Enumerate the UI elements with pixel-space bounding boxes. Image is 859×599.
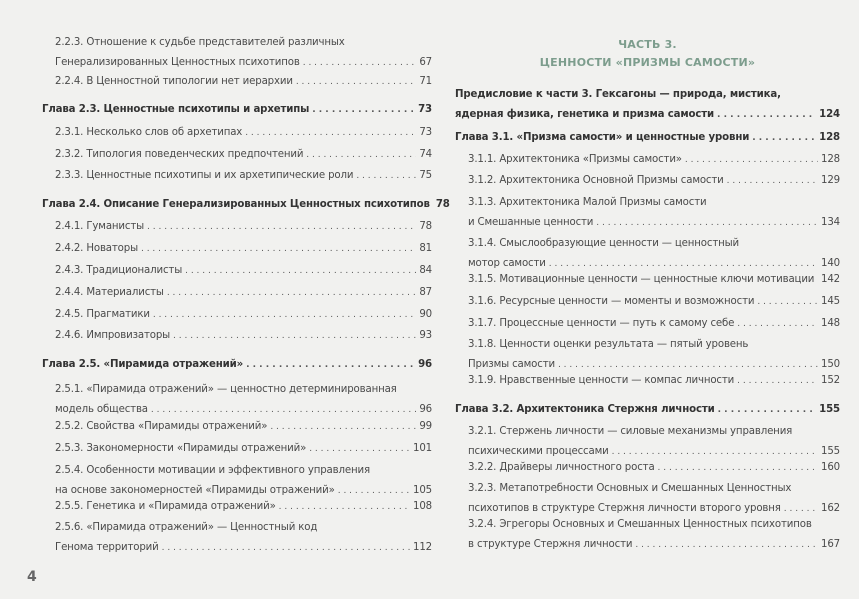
toc-page-number: 74 — [419, 149, 432, 160]
toc-chapter-2-5[interactable] — [42, 355, 432, 375]
page-number-folio: 4 — [27, 569, 37, 585]
toc-page-number: 155 — [819, 404, 840, 415]
toc-page-number: 124 — [819, 109, 840, 120]
toc-page-number: 112 — [413, 542, 432, 553]
toc-entry-title-line1: 2.5.6. «Пирамида отражений» — Ценностный код — [55, 522, 318, 533]
toc-entry-title-line1: 3.2.4. Эгрегоры Основных и Смешанных Ценностных психотипов — [468, 519, 812, 530]
toc-chapter-2-4[interactable] — [42, 195, 450, 215]
toc-page-number: 150 — [821, 359, 840, 370]
toc-entry-3-1-1[interactable] — [468, 150, 840, 170]
toc-entry-title-line2: на основе закономерностей «Пирамиды отражений» — [55, 485, 335, 496]
toc-entry-title: 3.1.9. Нравственные ценности — компас личности — [468, 375, 735, 386]
toc-entry-title-line1: 3.1.3. Архитектоника Малой Призмы самости — [468, 197, 707, 208]
dot-leader — [173, 326, 416, 346]
toc-entry-title: 2.5.5. Генетика и «Пирамида отражений» — [55, 501, 276, 512]
toc-page-number: 78 — [435, 199, 450, 210]
dot-leader — [727, 171, 818, 191]
toc-entry-title-line2: мотор самости — [468, 258, 546, 269]
toc-page-number: 84 — [419, 265, 432, 276]
dot-leader — [737, 371, 818, 391]
toc-entry-title-line2: ядерная физика, генетика и призма самости — [455, 109, 715, 120]
toc-entry-title: 2.4.6. Импровизаторы — [55, 330, 171, 341]
toc-entry-title: 2.3.2. Типология поведенческих предпочтений — [55, 149, 304, 160]
dot-leader — [296, 72, 417, 92]
toc-entry-2-4-5[interactable] — [55, 305, 432, 325]
dot-leader — [717, 105, 816, 125]
toc-entry-3-1-2[interactable] — [468, 171, 840, 191]
toc-entry-title: 3.1.1. Архитектоника «Призмы самости» — [468, 154, 682, 165]
toc-entry-2-4-2[interactable] — [55, 239, 432, 259]
toc-entry-3-2-3[interactable] — [468, 479, 840, 519]
toc-entry-title-line1: 3.2.1. Стержень личности — силовые механизмы управления — [468, 426, 793, 437]
dot-leader — [356, 166, 416, 186]
toc-entry-3-1-5[interactable] — [468, 270, 840, 290]
toc-page-number: 101 — [413, 443, 432, 454]
toc-chapter-3-2[interactable] — [455, 400, 840, 420]
toc-page-number: 160 — [821, 462, 840, 473]
toc-entry-title: 2.4.4. Материалисты — [55, 287, 164, 298]
toc-page-number: 145 — [821, 296, 840, 307]
toc-entry-title: Глава 2.5. «Пирамида отражений» — [42, 359, 244, 370]
dot-leader — [737, 314, 818, 334]
dot-leader — [153, 305, 416, 325]
toc-entry-title: Глава 3.2. Архитектоника Стержня личности — [455, 404, 715, 415]
toc-entry-2-5-1[interactable] — [55, 380, 432, 420]
dot-leader — [817, 270, 818, 290]
toc-page-number: 148 — [821, 318, 840, 329]
toc-entry-2-5-3[interactable] — [55, 439, 432, 459]
toc-page-number: 134 — [821, 217, 840, 228]
toc-chapter-3-1[interactable] — [455, 128, 840, 148]
dot-leader — [270, 417, 416, 437]
toc-entry-3-1-9[interactable] — [468, 371, 840, 391]
dot-leader — [635, 535, 818, 555]
toc-entry-title: 3.1.2. Архитектоника Основной Призмы самости — [468, 175, 724, 186]
toc-chapter-2-3[interactable] — [42, 100, 432, 120]
toc-entry-title: Глава 2.4. Описание Генерализированных Ценностных психотипов — [42, 199, 430, 210]
toc-entry-title: 3.1.7. Процессные ценности — путь к самому себе — [468, 318, 735, 329]
toc-entry-title-line2: психотипов в структуре Стержня личности второго уровня — [468, 503, 781, 514]
toc-entry-title: 2.4.5. Прагматики — [55, 309, 150, 320]
toc-entry-2-2-3[interactable] — [55, 33, 432, 73]
toc-entry-title-line2: в структуре Стержня личности — [468, 539, 633, 550]
toc-entry-2-3-3[interactable] — [55, 166, 432, 186]
dot-leader — [596, 213, 818, 233]
dot-leader — [147, 217, 416, 237]
toc-entry-2-5-4[interactable] — [55, 461, 432, 501]
part-heading — [455, 36, 840, 72]
toc-page-number: 73 — [418, 104, 432, 115]
toc-page-number: 93 — [419, 330, 432, 341]
toc-entry-title: 2.4.2. Новаторы — [55, 243, 138, 254]
dot-leader — [757, 292, 818, 312]
toc-page-number: 67 — [419, 57, 432, 68]
dot-leader — [312, 100, 415, 120]
toc-page-number: 81 — [419, 243, 432, 254]
toc-page-number: 87 — [419, 287, 432, 298]
dot-leader — [279, 497, 410, 517]
toc-entry-title: 2.4.3. Традиционалисты — [55, 265, 183, 276]
dot-leader — [685, 150, 818, 170]
toc-entry-title-line1: 3.1.8. Ценности оценки результата — пятый уровень — [468, 339, 749, 350]
toc-entry-2-4-3[interactable] — [55, 261, 432, 281]
dot-leader — [185, 261, 416, 281]
dot-leader — [246, 355, 415, 375]
part-heading-line1: ЧАСТЬ 3. — [618, 38, 677, 51]
toc-page-number: 152 — [821, 375, 840, 386]
toc-page-number: 71 — [419, 76, 432, 87]
toc-entry-title-line2: Генерализированных Ценностных психотипов — [55, 57, 300, 68]
dot-leader — [245, 123, 416, 143]
dot-leader — [309, 439, 410, 459]
toc-entry-title-line1: 3.1.4. Смыслообразующие ценности — ценностный — [468, 238, 739, 249]
toc-entry-3-1-7[interactable] — [468, 314, 840, 334]
toc-page-number: 128 — [819, 132, 840, 143]
toc-page-number: 162 — [821, 503, 840, 514]
toc-entry-title-line2: Призмы самости — [468, 359, 555, 370]
toc-entry-2-3-2[interactable] — [55, 145, 432, 165]
toc-page-number: 129 — [821, 175, 840, 186]
toc-entry-2-5-2[interactable] — [55, 417, 432, 437]
toc-entry-title: 3.1.6. Ресурсные ценности — моменты и возможности — [468, 296, 755, 307]
toc-entry-2-5-5[interactable] — [55, 497, 432, 517]
toc-page-number: 108 — [413, 501, 432, 512]
toc-entry-3-1-3[interactable] — [468, 193, 840, 233]
toc-page-number: 99 — [419, 421, 432, 432]
part-heading-line2: ЦЕННОСТИ «ПРИЗМЫ САМОСТИ» — [539, 56, 756, 69]
toc-page-number: 96 — [418, 359, 432, 370]
toc-entry-title-line2: Генома территорий — [55, 542, 159, 553]
dot-leader — [162, 538, 410, 558]
toc-entry-3-1-4[interactable] — [468, 234, 840, 274]
toc-page-number: 73 — [419, 127, 432, 138]
toc-page-number: 140 — [821, 258, 840, 269]
toc-entry-title: 2.3.1. Несколько слов об архетипах — [55, 127, 243, 138]
toc-page-number: 167 — [821, 539, 840, 550]
toc-entry-title-line1: 3.2.3. Метапотребности Основных и Смешанных Ценностных — [468, 483, 792, 494]
toc-entry-2-5-6[interactable] — [55, 518, 432, 558]
toc-entry-2-4-1[interactable] — [55, 217, 432, 237]
toc-entry-title-line1: 2.5.4. Особенности мотивации и эффективного управления — [55, 465, 370, 476]
toc-preface-part-3[interactable] — [455, 85, 840, 125]
toc-entry-title-line2: психическими процессами — [468, 446, 609, 457]
dot-leader — [752, 128, 816, 148]
toc-entry-title: 2.4.1. Гуманисты — [55, 221, 145, 232]
toc-entry-3-2-4[interactable] — [468, 515, 840, 555]
toc-entry-title: 2.5.3. Закономерности «Пирамиды отражений» — [55, 443, 307, 454]
toc-entry-2-4-4[interactable] — [55, 283, 432, 303]
toc-entry-title: Глава 3.1. «Призма самости» и ценностные уровни — [455, 132, 750, 143]
toc-page-number: 90 — [419, 309, 432, 320]
toc-page-number: 96 — [419, 404, 432, 415]
toc-entry-title: 3.1.5. Мотивационные ценности — ценностные ключи мотивации — [468, 274, 815, 285]
toc-page-number: 142 — [821, 274, 840, 285]
toc-entry-title-line2: и Смешанные ценности — [468, 217, 594, 228]
toc-entry-title: 2.3.3. Ценностные психотипы и их архетипические роли — [55, 170, 354, 181]
toc-entry-3-1-8[interactable] — [468, 335, 840, 375]
dot-leader — [718, 400, 817, 420]
toc-page-number: 78 — [419, 221, 432, 232]
toc-entry-2-3-1[interactable] — [55, 123, 432, 143]
toc-entry-3-1-6[interactable] — [468, 292, 840, 312]
toc-entry-title-line1: Предисловие к части 3. Гексагоны — природа, мистика, — [455, 89, 781, 100]
dot-leader — [303, 53, 417, 73]
toc-entry-title: 2.2.4. В Ценностной типологии нет иерархии — [55, 76, 293, 87]
toc-entry-title: Глава 2.3. Ценностные психотипы и архетипы — [42, 104, 310, 115]
toc-page-number: 75 — [419, 170, 432, 181]
dot-leader — [658, 458, 818, 478]
toc-entry-2-2-4[interactable] — [55, 72, 432, 92]
toc-page-number: 128 — [821, 154, 840, 165]
toc-entry-title-line1: 2.5.1. «Пирамида отражений» — ценностно детерминированная — [55, 384, 397, 395]
toc-entry-3-2-1[interactable] — [468, 422, 840, 462]
toc-entry-title: 3.2.2. Драйверы личностного роста — [468, 462, 655, 473]
toc-page-number: 105 — [413, 485, 432, 496]
toc-entry-title-line1: 2.2.3. Отношение к судьбе представителей различных — [55, 37, 345, 48]
dot-leader — [167, 283, 417, 303]
dot-leader — [141, 239, 416, 259]
toc-page-number: 155 — [821, 446, 840, 457]
toc-entry-title: 2.5.2. Свойства «Пирамиды отражений» — [55, 421, 268, 432]
dot-leader — [306, 145, 416, 165]
toc-entry-3-2-2[interactable] — [468, 458, 840, 478]
toc-entry-title-line2: модель общества — [55, 404, 148, 415]
toc-entry-2-4-6[interactable] — [55, 326, 432, 346]
